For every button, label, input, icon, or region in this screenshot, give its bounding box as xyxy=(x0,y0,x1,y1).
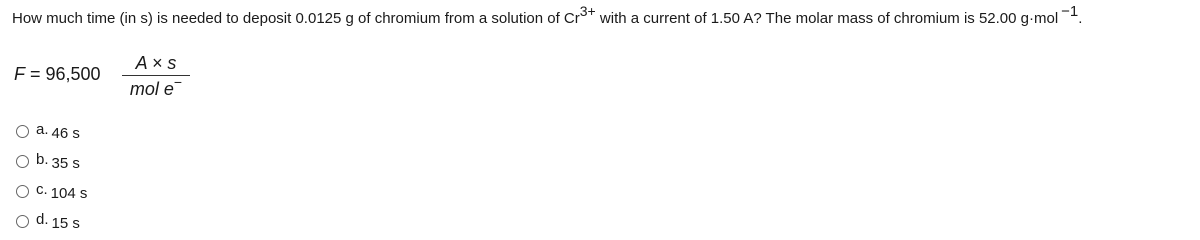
chromium-charge: 3+ xyxy=(579,3,596,19)
option-letter: d. xyxy=(36,210,49,228)
answer-options xyxy=(16,116,87,236)
question-period: . xyxy=(1078,10,1083,27)
question-text-start: How much time (in s) is needed to deposit 0.0125 g of chromium from a solution of Cr xyxy=(12,10,580,27)
formula-value: = 96,500 xyxy=(25,64,101,84)
radio-d[interactable] xyxy=(16,215,29,228)
molar-mass-exponent: −1 xyxy=(1061,3,1079,20)
option-b[interactable] xyxy=(16,146,87,176)
question-text-end: with a current of 1.50 A? The molar mass of chromium is 52.00 g·mol xyxy=(595,10,1059,27)
electron-charge: − xyxy=(173,74,183,90)
option-value: 35 s xyxy=(51,154,80,172)
question-text xyxy=(12,3,1083,27)
fraction-numerator: A × s xyxy=(135,53,177,73)
formula-variable: F xyxy=(14,64,25,84)
option-letter: c. xyxy=(36,180,48,198)
option-letter: a. xyxy=(36,120,49,138)
formula-lhs xyxy=(14,64,101,85)
option-a[interactable] xyxy=(16,116,87,146)
option-c[interactable] xyxy=(16,176,87,206)
option-value: 46 s xyxy=(51,124,80,142)
option-letter: b. xyxy=(36,150,49,168)
radio-b[interactable] xyxy=(16,155,29,168)
formula-fraction xyxy=(122,52,190,100)
fraction-denominator xyxy=(122,74,190,100)
denominator-text: mol e xyxy=(129,79,174,99)
radio-a[interactable] xyxy=(16,125,29,138)
option-d[interactable] xyxy=(16,206,87,236)
radio-c[interactable] xyxy=(16,185,29,198)
option-value: 15 s xyxy=(51,214,80,232)
option-value: 104 s xyxy=(50,184,88,202)
